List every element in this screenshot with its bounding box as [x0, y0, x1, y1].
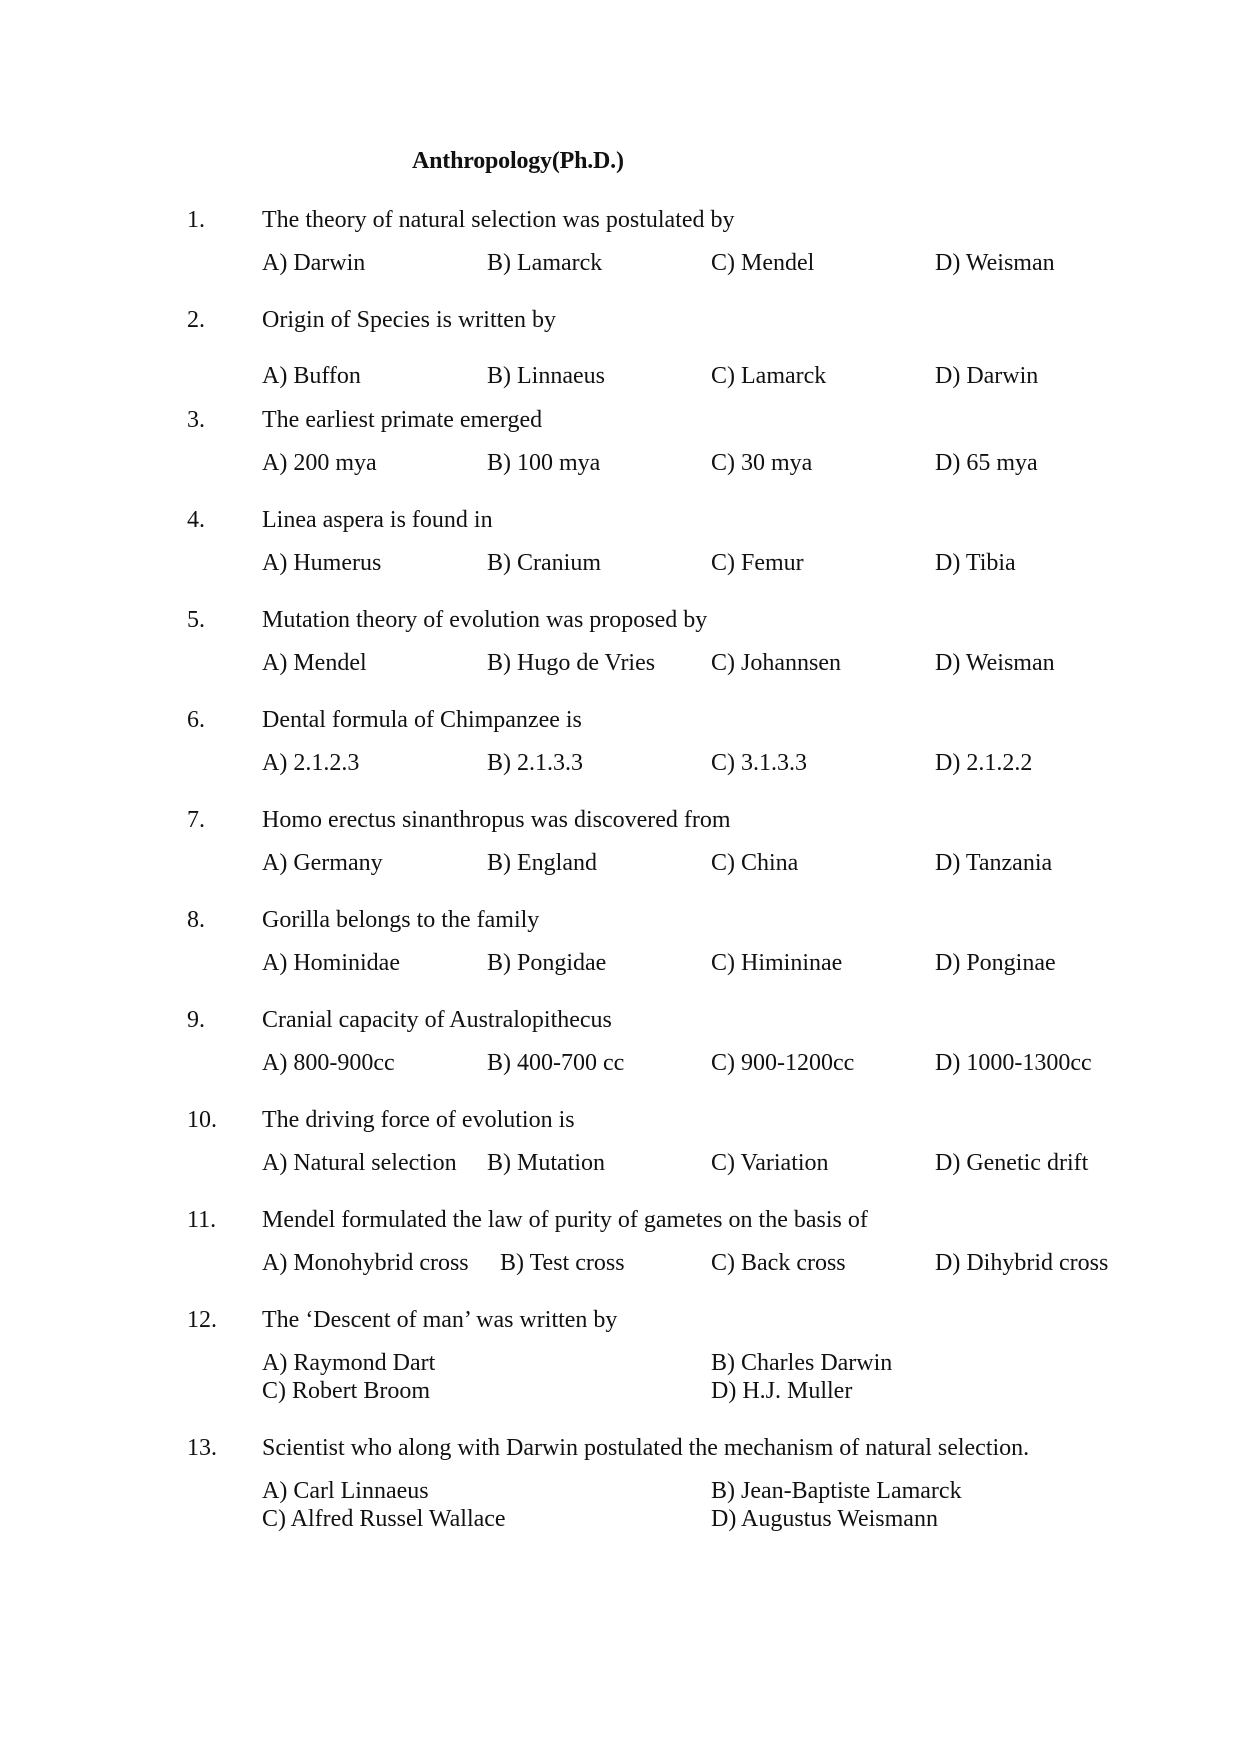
question-number: 8.	[187, 907, 205, 933]
question-item	[0, 1433, 1240, 1561]
question-item	[0, 205, 1240, 305]
option-c: C) Johannsen	[711, 650, 841, 676]
option-list	[262, 1348, 1162, 1408]
option-b: B) Jean-Baptiste Lamarck	[711, 1478, 962, 1504]
option-c: C) Robert Broom	[262, 1378, 430, 1404]
option-d: D) Weisman	[935, 650, 1055, 676]
question-item	[0, 1205, 1240, 1305]
question-number: 4.	[187, 507, 205, 533]
question-item	[0, 405, 1240, 505]
option-d: D) Augustus Weismann	[711, 1506, 938, 1532]
question-item	[0, 805, 1240, 905]
question-text: The theory of natural selection was postulated by	[262, 207, 735, 233]
question-item	[0, 505, 1240, 605]
question-text: Mendel formulated the law of purity of gametes on the basis of	[262, 1207, 868, 1233]
option-a: A) Raymond Dart	[262, 1350, 436, 1376]
option-list	[262, 648, 1162, 708]
option-d: D) Genetic drift	[935, 1150, 1089, 1176]
option-list	[262, 248, 1162, 308]
option-a: A) Darwin	[262, 250, 366, 276]
question-text: Mutation theory of evolution was proposed by	[262, 607, 708, 633]
option-a: A) Buffon	[262, 363, 361, 389]
option-d: D) Ponginae	[935, 950, 1056, 976]
option-d: D) 1000-1300cc	[935, 1050, 1092, 1076]
option-list	[262, 1148, 1162, 1208]
option-d: D) H.J. Muller	[711, 1378, 853, 1404]
option-b: B) England	[487, 850, 597, 876]
option-b: B) Lamarck	[487, 250, 603, 276]
question-item	[0, 305, 1240, 405]
option-a: A) 200 mya	[262, 450, 377, 476]
question-number: 3.	[187, 407, 205, 433]
question-number: 5.	[187, 607, 205, 633]
option-c: C) Mendel	[711, 250, 815, 276]
option-list	[262, 1048, 1162, 1108]
option-a: A) Monohybrid cross	[262, 1250, 469, 1276]
option-c: C) Variation	[711, 1150, 829, 1176]
question-number: 2.	[187, 307, 205, 333]
option-b: B) 100 mya	[487, 450, 601, 476]
option-a: A) 2.1.2.3	[262, 750, 360, 776]
page-title: Anthropology(Ph.D.)	[412, 148, 624, 174]
option-d: D) Dihybrid cross	[935, 1250, 1109, 1276]
question-number: 6.	[187, 707, 205, 733]
option-b: B) Cranium	[487, 550, 601, 576]
question-text: Scientist who along with Darwin postulated the mechanism of natural selection.	[262, 1435, 1030, 1461]
option-d: D) Weisman	[935, 250, 1055, 276]
option-b: B) Linnaeus	[487, 363, 605, 389]
question-number: 11.	[187, 1207, 217, 1233]
option-a: A) 800-900cc	[262, 1050, 395, 1076]
question-text: The ‘Descent of man’ was written by	[262, 1307, 618, 1333]
option-d: D) Darwin	[935, 363, 1039, 389]
question-number: 1.	[187, 207, 205, 233]
question-text: Linea aspera is found in	[262, 507, 493, 533]
question-item	[0, 705, 1240, 805]
question-item	[0, 1105, 1240, 1205]
option-b: B) 2.1.3.3	[487, 750, 583, 776]
option-b: B) 400-700 cc	[487, 1050, 625, 1076]
option-c: C) Femur	[711, 550, 804, 576]
option-list	[262, 448, 1162, 508]
option-a: A) Hominidae	[262, 950, 400, 976]
question-text: The earliest primate emerged	[262, 407, 543, 433]
option-list	[262, 848, 1162, 908]
option-a: A) Natural selection	[262, 1150, 457, 1176]
option-a: A) Humerus	[262, 550, 382, 576]
option-c: C) 900-1200cc	[711, 1050, 855, 1076]
question-number: 12.	[187, 1307, 217, 1333]
option-d: D) Tibia	[935, 550, 1016, 576]
option-a: A) Carl Linnaeus	[262, 1478, 429, 1504]
option-d: D) Tanzania	[935, 850, 1053, 876]
question-text: Cranial capacity of Australopithecus	[262, 1007, 612, 1033]
option-b: B) Mutation	[487, 1150, 605, 1176]
question-number: 9.	[187, 1007, 205, 1033]
option-list	[262, 1248, 1162, 1308]
option-a: A) Mendel	[262, 650, 367, 676]
question-text: Gorilla belongs to the family	[262, 907, 540, 933]
option-c: C) China	[711, 850, 799, 876]
question-text: The driving force of evolution is	[262, 1107, 575, 1133]
question-number: 7.	[187, 807, 205, 833]
question-item	[0, 605, 1240, 705]
option-c: C) Lamarck	[711, 363, 827, 389]
option-c: C) Himininae	[711, 950, 843, 976]
option-list	[262, 1476, 1162, 1536]
option-list	[262, 548, 1162, 608]
option-d: D) 2.1.2.2	[935, 750, 1033, 776]
option-c: C) 30 mya	[711, 450, 813, 476]
question-number: 13.	[187, 1435, 217, 1461]
question-text: Dental formula of Chimpanzee is	[262, 707, 582, 733]
option-c: C) Alfred Russel Wallace	[262, 1506, 506, 1532]
option-list	[262, 748, 1162, 808]
option-list	[262, 948, 1162, 1008]
question-item	[0, 1005, 1240, 1105]
question-number: 10.	[187, 1107, 217, 1133]
option-d: D) 65 mya	[935, 450, 1038, 476]
option-c: C) Back cross	[711, 1250, 846, 1276]
option-b: B) Pongidae	[487, 950, 607, 976]
option-b: B) Hugo de Vries	[487, 650, 656, 676]
question-list	[0, 205, 1240, 1561]
option-b: B) Charles Darwin	[711, 1350, 893, 1376]
question-item	[0, 905, 1240, 1005]
option-c: C) 3.1.3.3	[711, 750, 807, 776]
option-b: B) Test cross	[500, 1250, 625, 1276]
question-item	[0, 1305, 1240, 1433]
question-text: Origin of Species is written by	[262, 307, 556, 333]
question-text: Homo erectus sinanthropus was discovered from	[262, 807, 731, 833]
option-a: A) Germany	[262, 850, 383, 876]
